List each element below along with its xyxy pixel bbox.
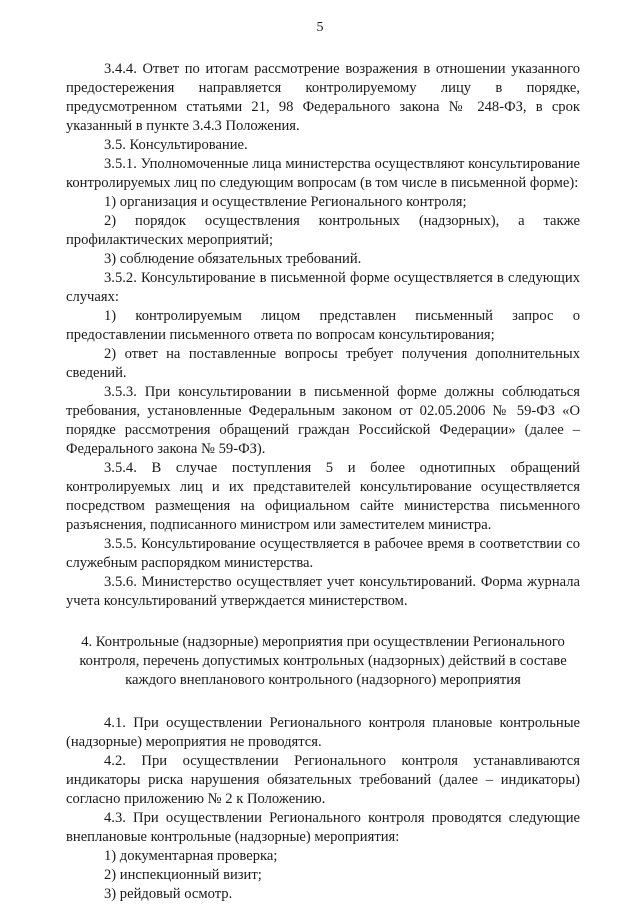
paragraph-4-3: 4.3. При осуществлении Регионального контроля проводятся следующие внеплановые контрольные (надзорные) мероприятия: (66, 810, 580, 845)
document-body (66, 60, 580, 904)
section-4-title: 4. Контрольные (надзорные) мероприятия при осуществлении Регионального контроля, перечень допустимых контрольных (надзорных) действий в составе каждого внепланового контрольного (надзорного) мероприятия (79, 634, 567, 688)
paragraph-3-5-4: 3.5.4. В случае поступления 5 и более однотипных обращений контролируемых лиц и их представителей консультирование осуществляется посредством размещения на официальном сайте министерства письменного разъяснения, подписанного министром или заместителем министра. (66, 460, 580, 533)
paragraph-3-5-3: 3.5.3. При консультировании в письменной форме должны соблюдаться требования, установленные Федеральным законом от 02.05.2006 № 59-ФЗ «О порядке рассмотрения обращений граждан Российской Федерации» (далее – Федерального закона № 59-ФЗ). (66, 384, 580, 457)
list-item: 3) соблюдение обязательных требований. (104, 251, 362, 267)
paragraph-4-2: 4.2. При осуществлении Регионального контроля устанавливаются индикаторы риска нарушения обязательных требований (далее – индикаторы) согласно приложению № 2 к Положению. (66, 753, 580, 807)
paragraph-3-5-5: 3.5.5. Консультирование осуществляется в рабочее время в соответствии со служебным распорядком министерства. (66, 536, 580, 571)
list-item: 2) порядок осуществления контрольных (надзорных), а также профилактических мероприятий; (66, 213, 580, 248)
list-item: 2) инспекционный визит; (104, 867, 262, 883)
paragraph-3-5-2: 3.5.2. Консультирование в письменной форме осуществляется в следующих случаях: (66, 270, 580, 305)
list-item: 1) документарная проверка; (104, 848, 278, 864)
list-item: 2) ответ на поставленные вопросы требует получения дополнительных сведений. (66, 346, 580, 381)
list-item: 1) контролируемым лицом представлен письменный запрос о предоставлении письменного ответа по вопросам консультирования; (66, 308, 580, 343)
heading-3-5-consulting: 3.5. Консультирование. (104, 137, 248, 153)
list-item: 3) рейдовый осмотр. (104, 886, 233, 902)
list-item: 1) организация и осуществление Регионального контроля; (104, 194, 467, 210)
paragraph-3-5-6: 3.5.6. Министерство осуществляет учет консультирований. Форма журнала учета консультирований утверждается министерством. (66, 574, 580, 609)
paragraph-4-1: 4.1. При осуществлении Регионального контроля плановые контрольные (надзорные) мероприятия не проводятся. (66, 715, 580, 750)
page-number: 5 (316, 20, 324, 35)
paragraph-3-5-1: 3.5.1. Уполномоченные лица министерства осуществляют консультирование контролируемых лиц по следующим вопросам (в том числе в письменной форме): (66, 156, 580, 191)
paragraph-3-4-4: 3.4.4. Ответ по итогам рассмотрение возражения в отношении указанного предостережения направляется контролируемому лицу в порядке, предусмотренном статьями 21, 98 Федерального закона № 248-ФЗ, в срок указанный в пункте 3.4.3 Положения. (66, 61, 580, 134)
